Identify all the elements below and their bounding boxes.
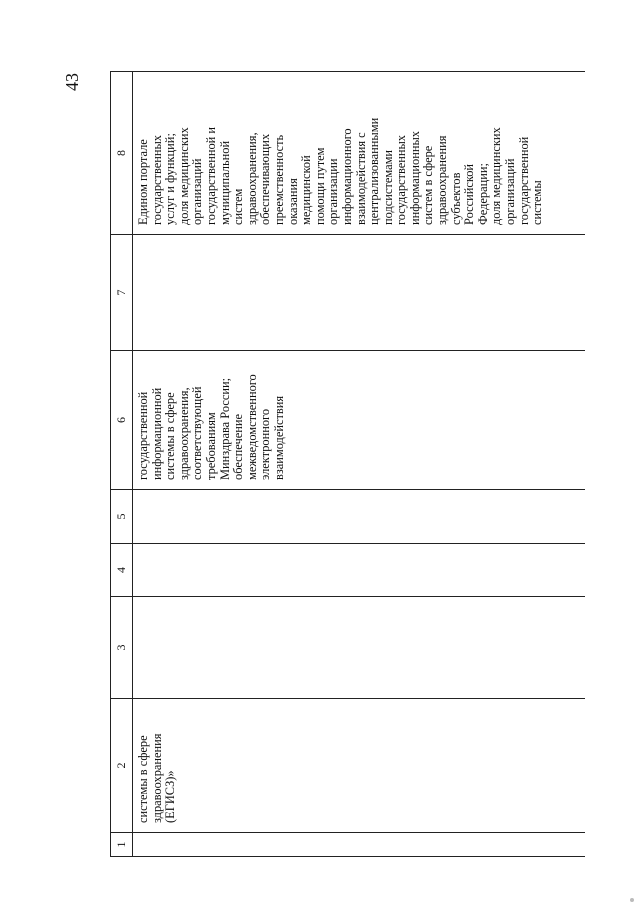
column-header-6: 6 [111, 351, 133, 490]
cell-text: государственной информационной системы в сфере здравоохранения, соответствующей требованиям Минздрава России; обеспечение межведомственного электронного взаимодействия [136, 374, 286, 480]
cell-col-8 [133, 72, 586, 235]
cell-col-5 [133, 490, 586, 544]
cell-col-6 [133, 351, 586, 490]
column-header-7: 7 [111, 235, 133, 351]
page-number: 43 [62, 73, 82, 91]
column-header-5: 5 [111, 490, 133, 544]
column-header-1: 1 [111, 833, 133, 857]
cell-col-7 [133, 235, 586, 351]
column-header-3: 3 [111, 597, 133, 699]
cell-col-2 [133, 699, 586, 833]
cell-col-1 [133, 833, 586, 857]
scan-speck [630, 898, 634, 902]
cell-text: системы в сфере здравоохранения (ЕГИСЗ)» [136, 733, 178, 823]
column-header-2: 2 [111, 699, 133, 833]
column-header-8: 8 [111, 72, 133, 235]
cell-col-3 [133, 597, 586, 699]
cell-col-4 [133, 544, 586, 597]
table-row [133, 72, 586, 857]
cell-text: Едином портале государственных услуг и функций; доля медицинских организаций государственной и муниципальной систем здравоохранения, обеспечивающих преемственность оказания медицинской помощи путем организации информационного взаимодействия с централизованными подсистемами государственных информационных систем в сфере здравоохранения субъектов Российской Федерации; доля медицинских организаций государственной системы [136, 117, 545, 225]
table-header-row [111, 72, 133, 857]
column-header-4: 4 [111, 544, 133, 597]
document-table [110, 72, 585, 857]
